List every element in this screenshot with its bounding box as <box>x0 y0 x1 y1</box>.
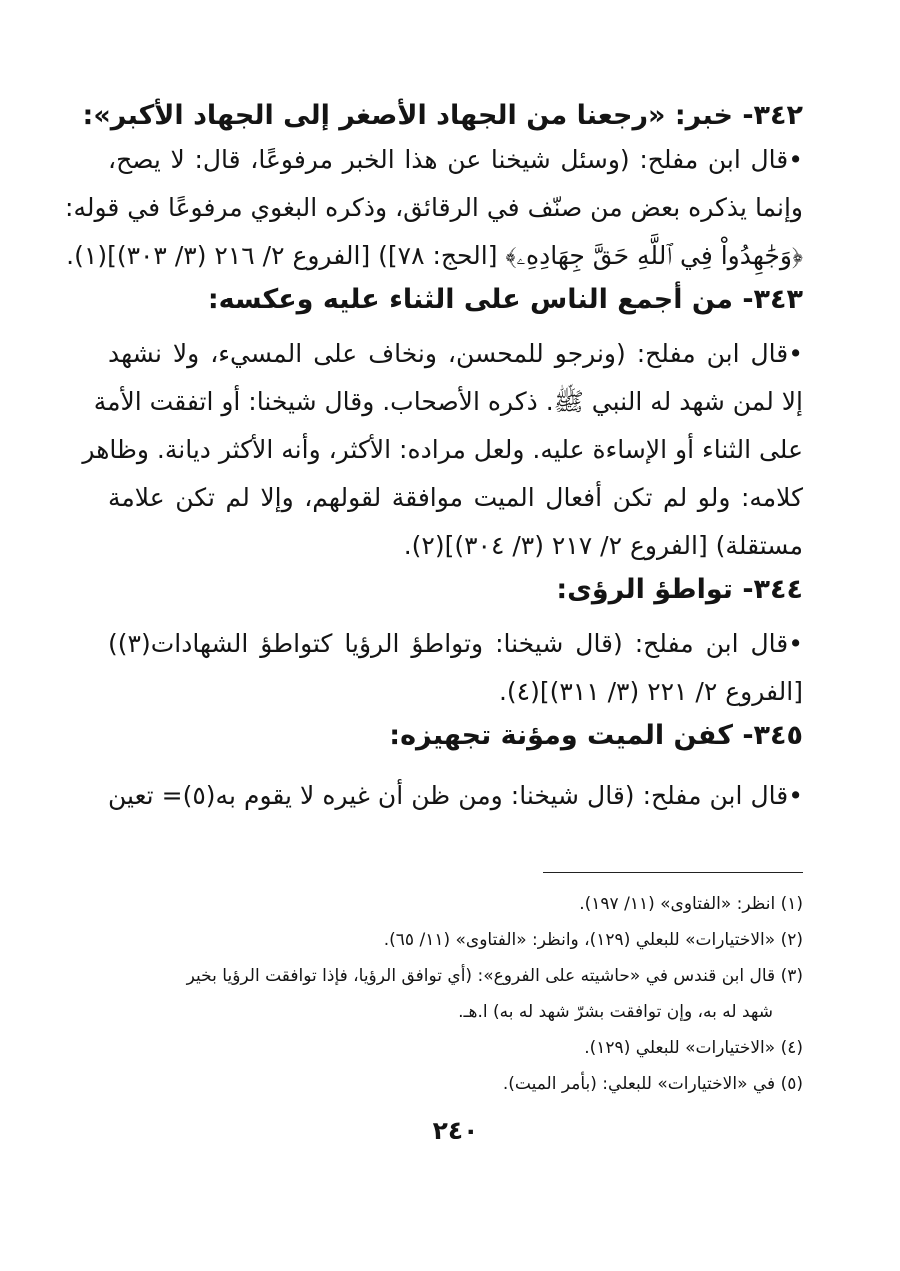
section-body-342 <box>65 136 803 280</box>
section-body-345 <box>108 772 803 820</box>
page-body <box>65 96 803 1145</box>
section-heading-343: ٣٤٣- من أجمع الناس على الثناء عليه وعكسه: <box>207 284 803 315</box>
footnotes <box>108 886 803 1102</box>
text-line: مستقلة) [الفروع ٢/ ٢١٧ (٣/ ٣٠٤)](٢). <box>403 531 803 560</box>
footnote-1: (١) انظر: «الفتاوى» (١١/ ١٩٧). <box>579 894 803 914</box>
text-line: •قال ابن مفلح: (قال شيخنا: ومن ظن أن غيره لا يقوم به(٥)= تعين <box>108 781 803 810</box>
text-line: إلا لمن شهد له النبي ﷺ. ذكره الأصحاب. وقال شيخنا: أو اتفقت الأمة <box>93 387 803 416</box>
section-heading-342: ٣٤٢- خبر: «رجعنا من الجهاد الأصغر إلى الجهاد الأكبر»: <box>82 100 803 131</box>
text-line: •قال ابن مفلح: (قال شيخنا: وتواطؤ الرؤيا كتواطؤ الشهادات(٣)) <box>108 629 803 658</box>
section-body-344 <box>108 620 803 716</box>
footnote-3: (٣) قال ابن قندس في «حاشيته على الفروع»: (أي توافق الرؤيا، فإذا توافقت الرؤيا بخير <box>186 966 803 986</box>
footnote-divider <box>543 872 803 873</box>
text-line: ﴿وَجَٰهِدُواْ فِي ٱللَّهِ حَقَّ جِهَادِهِۦ﴾ [الحج: ٧٨]) [الفروع ٢/ ٢١٦ (٣/ ٣٠٣)](١). <box>66 241 803 270</box>
footnote-5: (٥) في «الاختيارات» للبعلي: (بأمر الميت). <box>502 1074 803 1094</box>
footnote-2: (٢) «الاختيارات» للبعلي (١٢٩)، وانظر: «الفتاوى» (١١/ ٦٥). <box>383 930 803 950</box>
text-line: على الثناء أو الإساءة عليه. ولعل مراده: الأكثر، وأنه الأكثر ديانة. وظاهر <box>82 435 803 464</box>
footnote-4: (٤) «الاختيارات» للبعلي (١٢٩). <box>584 1038 803 1058</box>
footnote-3-continuation: شهد له به، وإن توافقت بشرّ شهد له به) ا.هـ. <box>458 1002 773 1022</box>
section-heading-345: ٣٤٥- كفن الميت ومؤنة تجهيزه: <box>389 720 803 751</box>
text-line: •قال ابن مفلح: (ونرجو للمحسن، ونخاف على المسيء، ولا نشهد <box>108 339 803 368</box>
section-heading-344: ٣٤٤- تواطؤ الرؤى: <box>556 574 803 605</box>
text-line: وإنما يذكره بعض من صنّف في الرقائق، وذكره البغوي مرفوعًا في قوله: <box>65 193 803 222</box>
text-line: كلامه: ولو لم تكن أفعال الميت موافقة لقولهم، وإلا لم تكن علامة <box>108 483 803 512</box>
page-number: ٢٤٠ <box>432 1116 479 1145</box>
text-line: •قال ابن مفلح: (وسئل شيخنا عن هذا الخبر مرفوعًا، قال: لا يصح، <box>108 145 803 174</box>
section-body-343 <box>82 330 803 570</box>
text-line: [الفروع ٢/ ٢٢١ (٣/ ٣١١)](٤). <box>498 677 803 706</box>
